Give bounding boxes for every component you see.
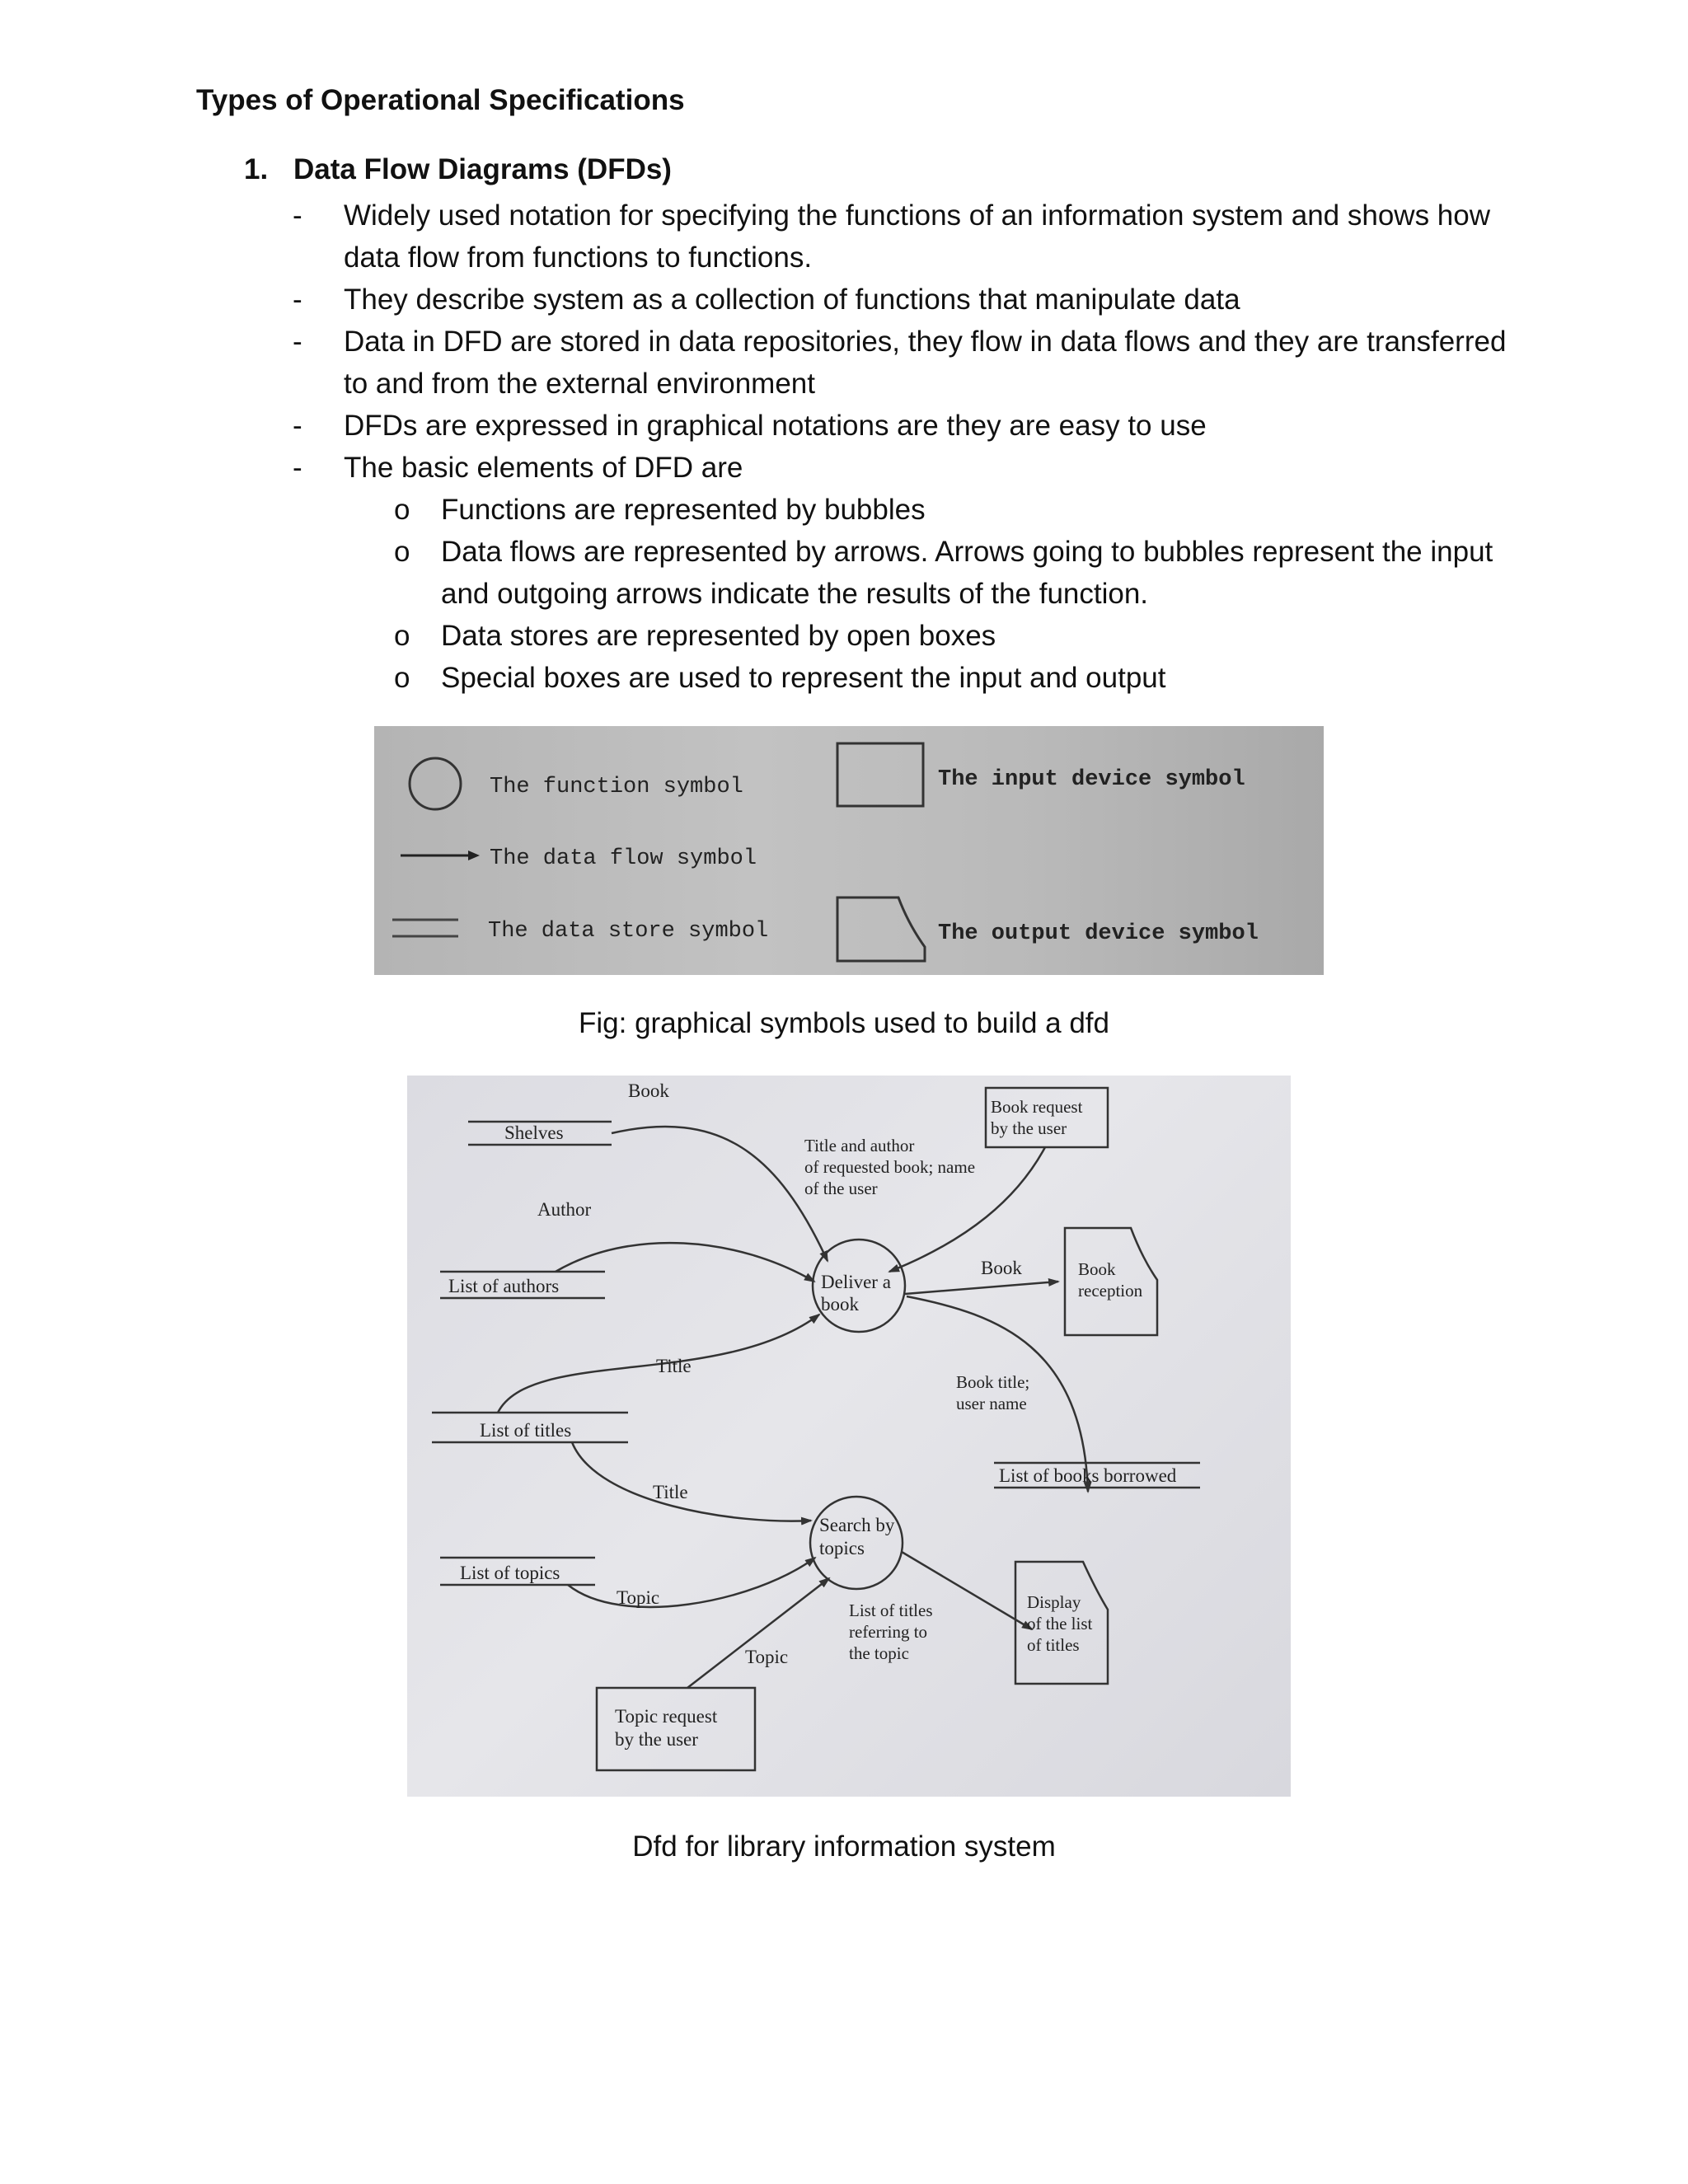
flow-topic-1 xyxy=(568,1558,815,1607)
flow-topic-2-label: Topic xyxy=(745,1647,789,1667)
data-store-symbol-label: The data store symbol xyxy=(488,919,769,944)
sub-bullet-list xyxy=(394,489,1529,699)
flow-book-out xyxy=(905,1282,1058,1294)
flow-book-top-label: Book xyxy=(628,1080,669,1101)
input-device-symbol-icon xyxy=(837,743,923,806)
flow-book-title-user-label-1: Book title; xyxy=(956,1372,1030,1392)
store-topics-label: List of topics xyxy=(460,1563,560,1583)
store-titles-label: List of titles xyxy=(480,1420,572,1441)
process-deliver-label-2: book xyxy=(821,1294,859,1315)
figure1-caption: Fig: graphical symbols used to build a dfd xyxy=(579,1007,1109,1039)
sub-bullet-item: o Functions are represented by bubbles xyxy=(394,494,926,526)
output-device-symbol-label: The output device symbol xyxy=(938,921,1259,946)
store-borrowed-label: List of books borrowed xyxy=(999,1465,1177,1486)
bullet-item: - The basic elements of DFD are o Functions are represented by bubbles o Data flows are represented by arrows. Arrows going to bubbles represent the input and outgoing arrows indicate the results of the function. o Data stores are represented by open boxes o Special boxes are used to represent the input and output xyxy=(293,447,1529,699)
flow-author-label: Author xyxy=(537,1199,592,1220)
figure2-caption: Dfd for library information system xyxy=(632,1830,1056,1863)
flow-topic-2 xyxy=(687,1578,829,1688)
process-search-label-2: topics xyxy=(819,1538,865,1558)
flow-title-2-label: Title xyxy=(653,1482,688,1502)
process-search-label-1: Search by xyxy=(819,1515,895,1535)
library-dfd-figure xyxy=(407,1076,1291,1797)
output-display-label-2: of the list xyxy=(1027,1614,1093,1633)
flow-book-from-shelves xyxy=(612,1127,828,1261)
bullet-item: - They describe system as a collection of functions that manipulate data xyxy=(293,284,1240,316)
output-display-label-3: of titles xyxy=(1027,1635,1080,1655)
output-book-reception-label-2: reception xyxy=(1078,1281,1143,1301)
input-topic-request-label-1: Topic request xyxy=(615,1706,718,1727)
input-book-request-label-2: by the user xyxy=(991,1118,1067,1138)
process-deliver-label-1: Deliver a xyxy=(821,1272,891,1292)
flow-book-out-label: Book xyxy=(981,1258,1022,1278)
sub-bullet-item: o Special boxes are used to represent the input and output xyxy=(394,662,1166,694)
input-book-request-label-1: Book request xyxy=(991,1097,1083,1117)
input-topic-request-label-2: by the user xyxy=(615,1729,698,1750)
flow-title-author-label-3: of the user xyxy=(804,1179,878,1198)
flow-title-1-label: Title xyxy=(656,1356,692,1376)
bullet-item: - DFDs are expressed in graphical notations are they are easy to use xyxy=(293,410,1207,442)
flow-title-author-label-2: of requested book; name xyxy=(804,1157,976,1177)
function-symbol-label: The function symbol xyxy=(490,775,743,799)
store-authors-label: List of authors xyxy=(448,1276,560,1296)
flow-title-2 xyxy=(572,1442,811,1521)
flow-list-referring-label-3: the topic xyxy=(849,1643,909,1663)
output-device-symbol-icon xyxy=(837,898,925,961)
arrow-head-icon xyxy=(468,851,480,860)
section-number: 1. xyxy=(244,153,269,185)
output-book-reception-label-1: Book xyxy=(1078,1259,1116,1279)
page-heading: Types of Operational Specifications xyxy=(196,84,685,116)
flow-title-author-label-1: Title and author xyxy=(804,1136,915,1155)
store-shelves-label: Shelves xyxy=(504,1122,564,1143)
bullet-item: - Widely used notation for specifying the functions of an information system and shows how data flow from functions to functions. xyxy=(293,199,1491,274)
function-symbol-icon xyxy=(410,758,461,809)
symbols-svg xyxy=(374,726,1324,975)
symbols-figure xyxy=(374,726,1324,975)
bullet-item: - Data in DFD are stored in data repositories, they flow in data flows and they are transferred to and from the external environment xyxy=(293,326,1507,400)
section-heading xyxy=(244,153,672,186)
flow-topic-1-label: Topic xyxy=(617,1587,660,1608)
input-device-symbol-label: The input device symbol xyxy=(938,767,1245,792)
sub-bullet-item: o Data stores are represented by open boxes xyxy=(394,620,996,652)
output-display-label-1: Display xyxy=(1027,1592,1081,1612)
flow-book-title-user-label-2: user name xyxy=(956,1394,1027,1413)
sub-bullet-item: o Data flows are represented by arrows. Arrows going to bubbles represent the input and outgoing arrows indicate the results of the function. xyxy=(394,536,1493,610)
data-flow-symbol-label: The data flow symbol xyxy=(490,846,757,871)
library-dfd-svg xyxy=(407,1076,1291,1797)
flow-author xyxy=(556,1243,814,1282)
flow-list-referring-label-1: List of titles xyxy=(849,1601,933,1620)
section-title: Data Flow Diagrams (DFDs) xyxy=(293,153,672,185)
flow-list-referring-label-2: referring to xyxy=(849,1622,928,1642)
bullet-list xyxy=(293,194,1529,699)
